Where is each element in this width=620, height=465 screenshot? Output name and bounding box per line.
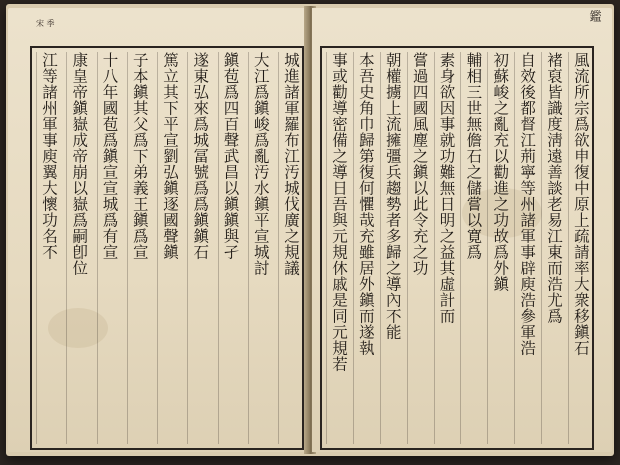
right-text-frame xyxy=(320,46,594,450)
text-column: 褚裒皆識度淸遠善談老易江東而浩尤爲 xyxy=(541,52,561,444)
left-margin-label: 宋 季 xyxy=(36,19,55,28)
right-page xyxy=(312,8,612,452)
text-column: 嘗過四國風塵之鎭以此令充之功 xyxy=(407,52,427,444)
text-column: 風流所宗爲欲申復中原上疏請率大衆移鎭石 xyxy=(568,52,588,444)
text-column: 十八年國苞爲鎭宣宣城爲有宣 xyxy=(97,52,117,444)
right-text-columns xyxy=(326,52,588,444)
left-page xyxy=(8,8,308,452)
text-column: 康皇帝鎭嶽成帝崩以嶽爲嗣卽位 xyxy=(66,52,86,444)
text-column: 篤立其下平宣劉弘鎭逐國聲鎭 xyxy=(157,52,177,444)
text-column: 朝權擄上流擁彊兵趨勢者多歸之導內不能 xyxy=(380,52,400,444)
text-column: 遂東弘來爲城冨號爲爲鎭鎭石 xyxy=(187,52,207,444)
text-column: 子本鎭其父爲下弟義王鎭爲宣 xyxy=(127,52,147,444)
text-column: 自效後都督江荊寧等州諸軍事辟庾浩參軍浩 xyxy=(514,52,534,444)
left-text-frame xyxy=(30,46,304,450)
text-column: 城進諸軍羅布江汚城伐廣之規議 xyxy=(278,52,298,444)
open-book xyxy=(6,4,614,456)
text-column: 本吾史角巾歸第復何懼哉充雖居外鎭而遂執 xyxy=(353,52,373,444)
left-text-columns xyxy=(36,52,298,444)
text-column: 素身欲因事就功難無日明之益其虛計而 xyxy=(434,52,454,444)
text-column: 江等諸州軍事庾翼大懷功名不 xyxy=(36,52,56,444)
right-corner-label: 鑑 xyxy=(588,10,602,22)
text-column: 輔相三世無儋石之儲嘗以寛爲 xyxy=(460,52,480,444)
text-column: 事或勸導密備之導日吾與元規休戚是同元規若 xyxy=(326,52,346,444)
text-column: 鎭苞爲四百聲武昌以鎭鎭與孑 xyxy=(218,52,238,444)
text-column: 大江爲鎭峻爲亂汚水鎭平宣城討 xyxy=(248,52,268,444)
text-column: 初蘇峻之亂充以勸進之功故爲外鎭 xyxy=(487,52,507,444)
